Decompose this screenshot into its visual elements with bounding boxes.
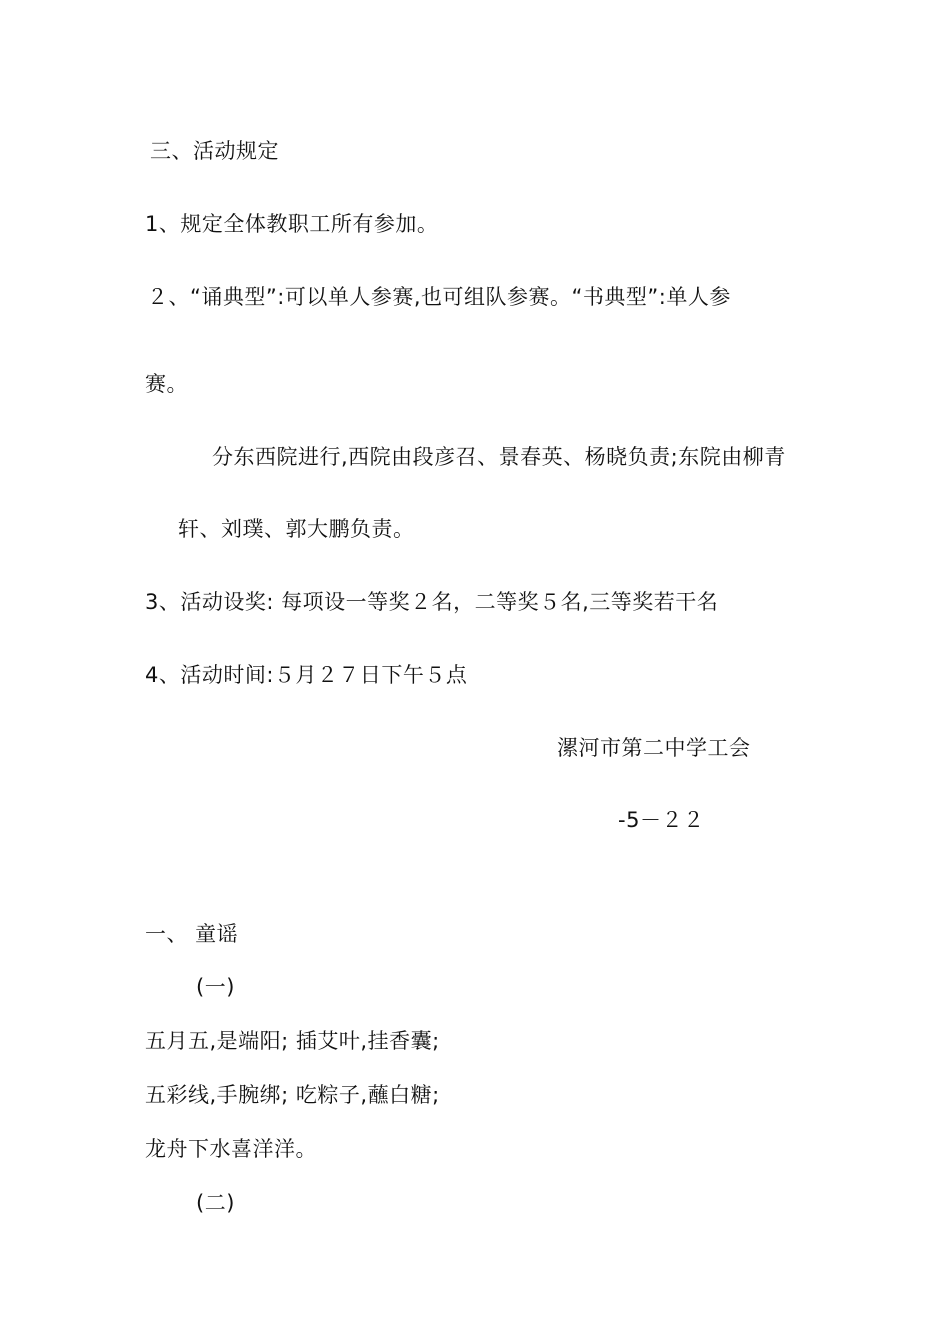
rule-1: 1、规定全体教职工所有参加。 (145, 212, 439, 236)
signature-organization: 漯河市第二中学工会 (557, 736, 751, 760)
signature-date: -5－２２ (618, 808, 705, 832)
part-1-label: (一) (196, 975, 235, 999)
campus-note-line-1: 分东西院进行,西院由段彦召、景春英、杨晓负责;东院由柳青 (212, 445, 786, 469)
section-heading-activity-rules: 三、活动规定 (150, 139, 279, 163)
verse-line-1: 五月五,是端阳; 插艾叶,挂香囊; (145, 1029, 440, 1053)
section-heading-nursery-rhymes: 一、 童谣 (145, 922, 239, 946)
rule-3-awards: 3、活动设奖: 每项设一等奖２名，二等奖５名,三等奖若干名 (145, 590, 719, 614)
verse-line-2: 五彩线,手腕绑; 吃粽子,蘸白糖; (145, 1083, 440, 1107)
rule-2-line-2: 赛。 (145, 372, 188, 396)
part-2-label: (二) (196, 1191, 235, 1215)
verse-line-3: 龙舟下水喜洋洋。 (145, 1137, 317, 1161)
rule-4-time: 4、活动时间:５月２７日下午５点 (145, 663, 468, 687)
rule-2-line-1: ２、“诵典型”:可以单人参赛,也可组队参赛。“书典型”:单人参 (147, 285, 731, 309)
campus-note-line-2: 轩、刘璞、郭大鹏负责。 (178, 517, 415, 541)
